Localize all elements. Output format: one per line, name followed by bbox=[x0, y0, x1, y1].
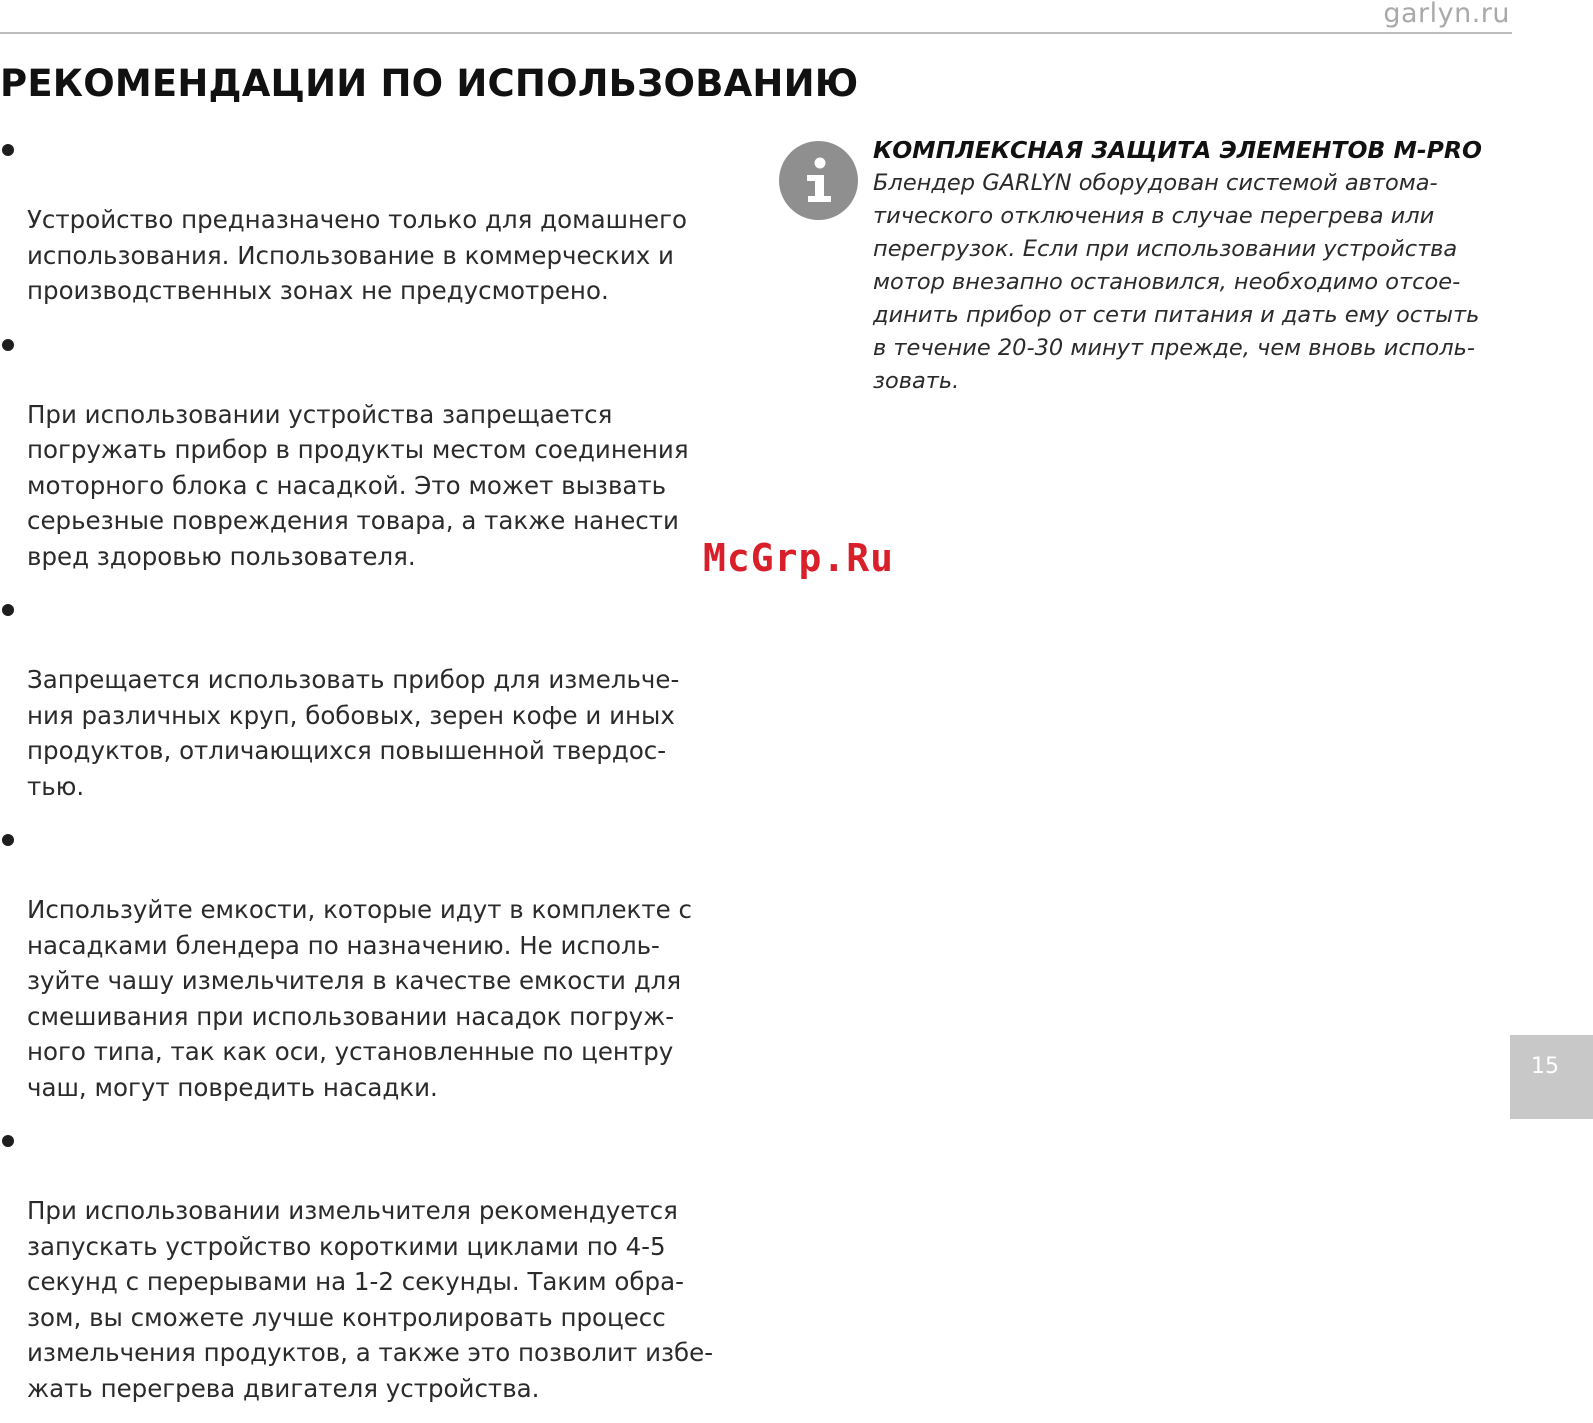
list-item bbox=[0, 591, 740, 804]
header-divider bbox=[0, 32, 1512, 34]
list-item-text: При использовании устройства запрещается погружать прибор в продукты местом соединения моторного блока с насадкой. Это может вызвать серьезные повреждения товара, а также нанести вред здоровью пользователя. bbox=[27, 399, 689, 571]
bullet-dot-icon bbox=[2, 604, 14, 616]
page-title: РЕКОМЕНДАЦИИ ПО ИСПОЛЬЗОВАНИЮ bbox=[0, 62, 859, 105]
list-item-text: Используйте емкости, которые идут в комплекте с насадками блендера по назначению. Не исполь- зуйте чашу измельчителя в качестве емкости для смешивания при использовании насадок погруж- ного типа, так как оси, установленные по центру чаш, могут повредить насадки. bbox=[27, 895, 692, 1102]
recommendations-list bbox=[0, 131, 740, 1423]
info-glyph bbox=[779, 141, 858, 220]
bullet-dot-icon bbox=[2, 339, 14, 351]
bullet-dot-icon bbox=[2, 144, 14, 156]
info-icon bbox=[779, 141, 858, 220]
list-item bbox=[0, 131, 740, 309]
list-item bbox=[0, 1122, 740, 1406]
list-item bbox=[0, 821, 740, 1105]
watermark: McGrp.Ru bbox=[703, 536, 895, 580]
note-body: Блендер GARLYN оборудован системой автома- тического отключения в случае перегрева или перегрузок. Если при использовании устройства мотор внезапно остановился, необходимо отсое- динить прибор от сети питания и дать ему остыть в течение 20-30 минут прежде, чем вновь исполь- зовать. bbox=[873, 170, 1480, 394]
note-title: КОМПЛЕКСНАЯ ЗАЩИТА ЭЛЕМЕНТОВ M-PRO bbox=[873, 136, 1482, 164]
site-domain: garlyn.ru bbox=[1383, 0, 1510, 29]
list-item-text: Устройство предназначено только для домашнего использования. Использование в коммерческих и производственных зонах не предусмотрено. bbox=[27, 205, 687, 305]
info-note bbox=[873, 134, 1523, 398]
page-number: 15 bbox=[1531, 1054, 1559, 1079]
list-item-text: При использовании измельчителя рекомендуется запускать устройство короткими циклами по 4-5 секунд с перерывами на 1-2 секунды. Таким обра- зом, вы сможете лучше контролировать процесс измельчения продуктов, а также это позволит избе- жать перегрева двигателя устройства. bbox=[27, 1196, 714, 1403]
bullet-dot-icon bbox=[2, 834, 14, 846]
page-number-box bbox=[1510, 1035, 1593, 1119]
list-item-text: Запрещается использовать прибор для измельче- ния различных круп, бобовых, зерен кофе и иных продуктов, отличающихся повышенной твердос- тью. bbox=[27, 665, 680, 801]
list-item bbox=[0, 326, 740, 575]
bullet-dot-icon bbox=[2, 1135, 14, 1147]
